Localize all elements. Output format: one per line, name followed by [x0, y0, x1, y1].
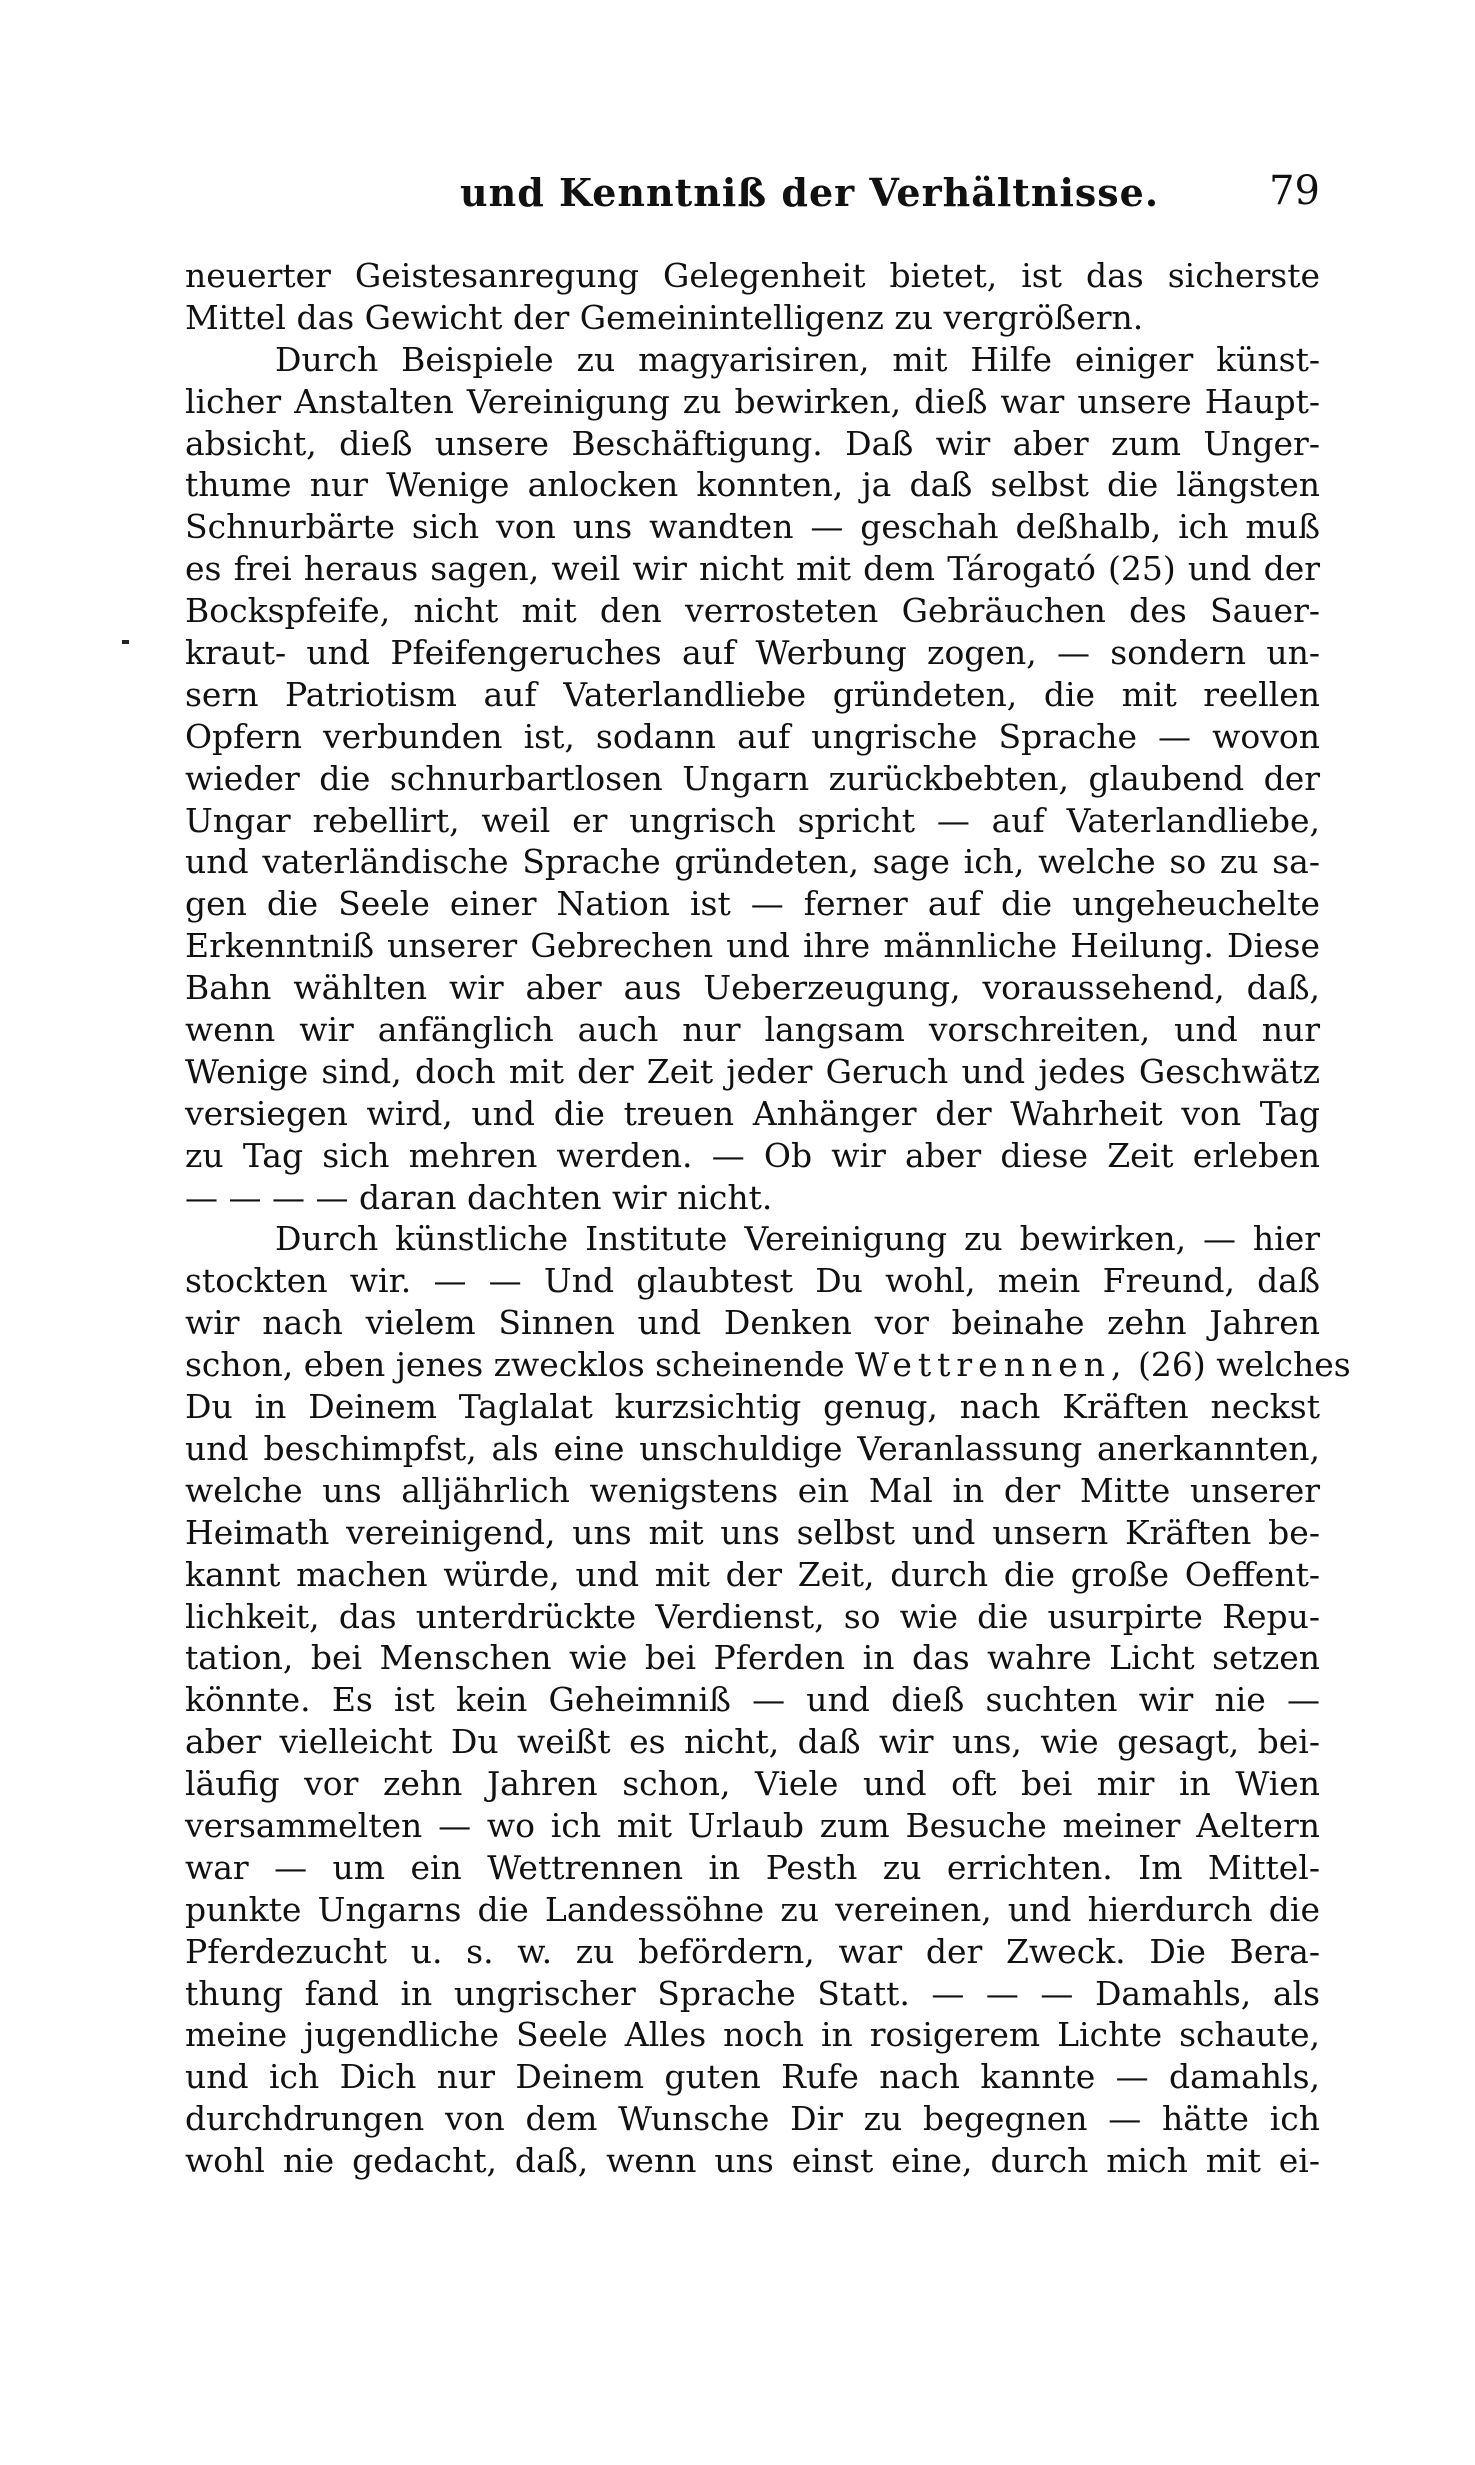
- text-line: Du in Deinem Taglalat kurzsichtig genug, nach Kräften neckst: [185, 1387, 1320, 1427]
- text-line: Pferdezucht u. s. w. zu befördern, war der Zweck. Die Bera-: [185, 1931, 1320, 1971]
- text-line: zu Tag sich mehren werden. — Ob wir aber diese Zeit erleben: [185, 1135, 1320, 1175]
- text-line: wir nach vielem Sinnen und Denken vor beinahe zehn Jahren: [185, 1303, 1320, 1343]
- text-segment: (26) welches: [1137, 1345, 1351, 1385]
- text-line: — — — — daran dachten wir nicht.: [185, 1177, 773, 1217]
- text-line: Opfern verbunden ist, sodann auf ungrische Sprache — wovon: [185, 716, 1320, 756]
- text-line: war — um ein Wettrennen in Pesth zu errichten. Im Mittel-: [185, 1847, 1320, 1887]
- text-line: licher Anstalten Vereinigung zu bewirken, dieß war unsere Haupt-: [185, 381, 1320, 421]
- text-line: stockten wir. — — Und glaubtest Du wohl, mein Freund, daß: [185, 1261, 1320, 1301]
- text-line: läufig vor zehn Jahren schon, Viele und oft bei mir in Wien: [185, 1764, 1320, 1804]
- text-line: es frei heraus sagen, weil wir nicht mit dem Tárogató (25) und der: [185, 549, 1320, 589]
- text-line: und beschimpfst, als eine unschuldige Veranlassung anerkannten,: [185, 1428, 1320, 1468]
- text-line: welche uns alljährlich wenigstens ein Mal in der Mitte unserer: [185, 1470, 1320, 1510]
- text-segment: schon, eben jenes zwecklos scheinende: [185, 1345, 845, 1385]
- running-title: und Kenntniß der Verhältnisse.: [460, 170, 1160, 215]
- text-line: Erkenntniß unserer Gebrechen und ihre männliche Heilung. Diese: [185, 926, 1320, 966]
- text-line: aber vielleicht Du weißt es nicht, daß wir uns, wie gesagt, bei-: [185, 1722, 1320, 1762]
- text-line: Mittel das Gewicht der Gemeinintelligenz zu vergrößern.: [185, 297, 1144, 337]
- text-line: absicht, dieß unsere Beschäftigung. Daß wir aber zum Unger-: [185, 423, 1320, 463]
- page-number: 79: [1269, 168, 1320, 214]
- text-line: durchdrungen von dem Wunsche Dir zu begegnen — hätte ich: [185, 2099, 1320, 2139]
- text-line: neuerter Geistesanregung Gelegenheit bietet, ist das sicherste: [185, 256, 1320, 295]
- text-line: Wenige sind, doch mit der Zeit jeder Geruch und jedes Geschwätz: [185, 1051, 1320, 1091]
- text-line: versammelten — wo ich mit Urlaub zum Besuche meiner Aeltern: [185, 1805, 1320, 1845]
- text-line: sern Patriotism auf Vaterlandliebe gründeten, die mit reellen: [185, 674, 1320, 714]
- text-line: [185, 1344, 1351, 1386]
- text-line: wieder die schnurbartlosen Ungarn zurückbebten, glaubend der: [185, 758, 1320, 798]
- text-line: thume nur Wenige anlocken konnten, ja daß selbst die längsten: [185, 465, 1320, 505]
- margin-mark: [122, 640, 129, 644]
- text-line: und ich Dich nur Deinem guten Rufe nach kannte — damahls,: [185, 2057, 1320, 2097]
- page-header: [185, 168, 1320, 228]
- text-line: Bahn wählten wir aber aus Ueberzeugung, voraussehend, daß,: [185, 968, 1320, 1008]
- text-line: Bockspfeife, nicht mit den verrosteten Gebräuchen des Sauer-: [185, 591, 1320, 631]
- text-line: Durch künstliche Institute Vereinigung zu bewirken, — hier: [275, 1219, 1320, 1259]
- text-line: kraut- und Pfeifengeruches auf Werbung zogen, — sondern un-: [185, 633, 1320, 673]
- text-line: kannt machen würde, und mit der Zeit, durch die große Oeffent-: [185, 1554, 1320, 1594]
- text-line: wohl nie gedacht, daß, wenn uns einst eine, durch mich mit ei-: [185, 2141, 1320, 2181]
- text-line: thung fand in ungrischer Sprache Statt. — — — Damahls, als: [185, 1973, 1320, 2013]
- text-line: punkte Ungarns die Landessöhne zu vereinen, und hierdurch die: [185, 1889, 1320, 1929]
- text-line: versiegen wird, und die treuen Anhänger der Wahrheit von Tag: [185, 1093, 1320, 1133]
- text-line: wenn wir anfänglich auch nur langsam vorschreiten, und nur: [185, 1010, 1320, 1050]
- spaced-word: Wettrennen,: [855, 1345, 1128, 1385]
- text-line: könnte. Es ist kein Geheimniß — und dieß suchten wir nie —: [185, 1680, 1320, 1720]
- text-line: lichkeit, das unterdrückte Verdienst, so wie die usurpirte Repu-: [185, 1596, 1320, 1636]
- text-line: gen die Seele einer Nation ist — ferner auf die ungeheuchelte: [185, 884, 1320, 924]
- text-line: Durch Beispiele zu magyarisiren, mit Hilfe einiger künst-: [275, 339, 1320, 379]
- text-line: tation, bei Menschen wie bei Pferden in das wahre Licht setzen: [185, 1638, 1320, 1678]
- text-line: und vaterländische Sprache gründeten, sage ich, welche so zu sa-: [185, 842, 1320, 882]
- text-line: Heimath vereinigend, uns mit uns selbst und unsern Kräften be-: [185, 1512, 1320, 1552]
- text-line: Ungar rebellirt, weil er ungrisch spricht — auf Vaterlandliebe,: [185, 800, 1320, 840]
- text-line: Schnurbärte sich von uns wandten — geschah deßhalb, ich muß: [185, 507, 1320, 547]
- text-line: meine jugendliche Seele Alles noch in rosigerem Lichte schaute,: [185, 2015, 1320, 2055]
- body-text: [185, 255, 1351, 2182]
